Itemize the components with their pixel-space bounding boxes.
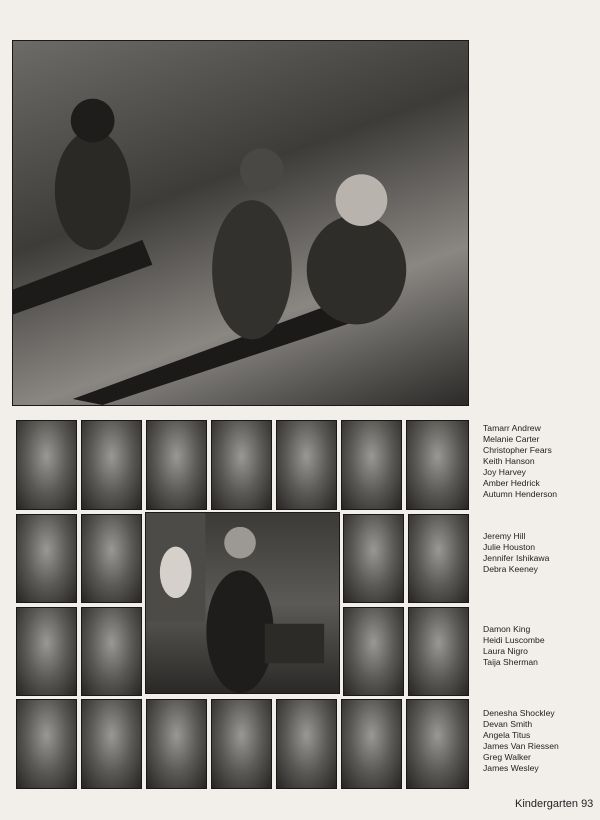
student-name: Julie Houston [483, 542, 536, 552]
name-list-row-4 [483, 708, 559, 774]
section-title: Kindergarten [515, 798, 578, 810]
student-name: Damon King [483, 624, 531, 634]
name-list-row-3 [483, 624, 545, 668]
student-name: Debra Keeney [483, 564, 538, 574]
teacher-classroom-photo [145, 512, 340, 694]
name-list-row-2 [483, 531, 549, 575]
student-portrait [81, 699, 142, 789]
student-name: Greg Walker [483, 752, 531, 762]
student-portrait [408, 607, 469, 696]
student-name: Laura Nigro [483, 646, 528, 656]
page-number: 93 [581, 798, 594, 810]
student-name: Keith Hanson [483, 456, 535, 466]
student-portrait [16, 514, 77, 603]
student-name: James Van Riessen [483, 741, 559, 751]
student-portrait [81, 420, 142, 510]
student-name: Autumn Henderson [483, 489, 558, 499]
student-portrait [81, 607, 142, 696]
student-portrait [343, 607, 404, 696]
student-portrait [146, 420, 207, 510]
student-portrait [16, 607, 77, 696]
student-name: Tamarr Andrew [483, 423, 541, 433]
student-name: Jennifer Ishikawa [483, 553, 550, 563]
student-portrait [341, 420, 402, 510]
student-name: Joy Harvey [483, 467, 526, 477]
student-name: Taija Sherman [483, 657, 538, 667]
student-portrait [146, 699, 207, 789]
student-portrait [211, 699, 272, 789]
student-portrait [406, 699, 469, 789]
student-name: Amber Hedrick [483, 478, 540, 488]
page-footer [515, 798, 593, 810]
student-name: Angela Titus [483, 730, 531, 740]
student-name: Devan Smith [483, 719, 533, 729]
student-portrait [406, 420, 469, 510]
student-portrait [16, 420, 77, 510]
student-name: Heidi Luscombe [483, 635, 545, 645]
student-portrait [16, 699, 77, 789]
student-name: Jeremy Hill [483, 531, 526, 541]
student-portrait [343, 514, 404, 603]
student-name: Melanie Carter [483, 434, 540, 444]
name-list-row-1 [483, 423, 557, 500]
student-portrait [341, 699, 402, 789]
student-portrait [211, 420, 272, 510]
student-portrait [81, 514, 142, 603]
playground-photo [12, 40, 469, 406]
student-portrait [276, 420, 337, 510]
student-name: Denesha Shockley [483, 708, 555, 718]
student-name: James Wesley [483, 763, 539, 773]
student-name: Christopher Fears [483, 445, 552, 455]
student-portrait [408, 514, 469, 603]
student-portrait [276, 699, 337, 789]
